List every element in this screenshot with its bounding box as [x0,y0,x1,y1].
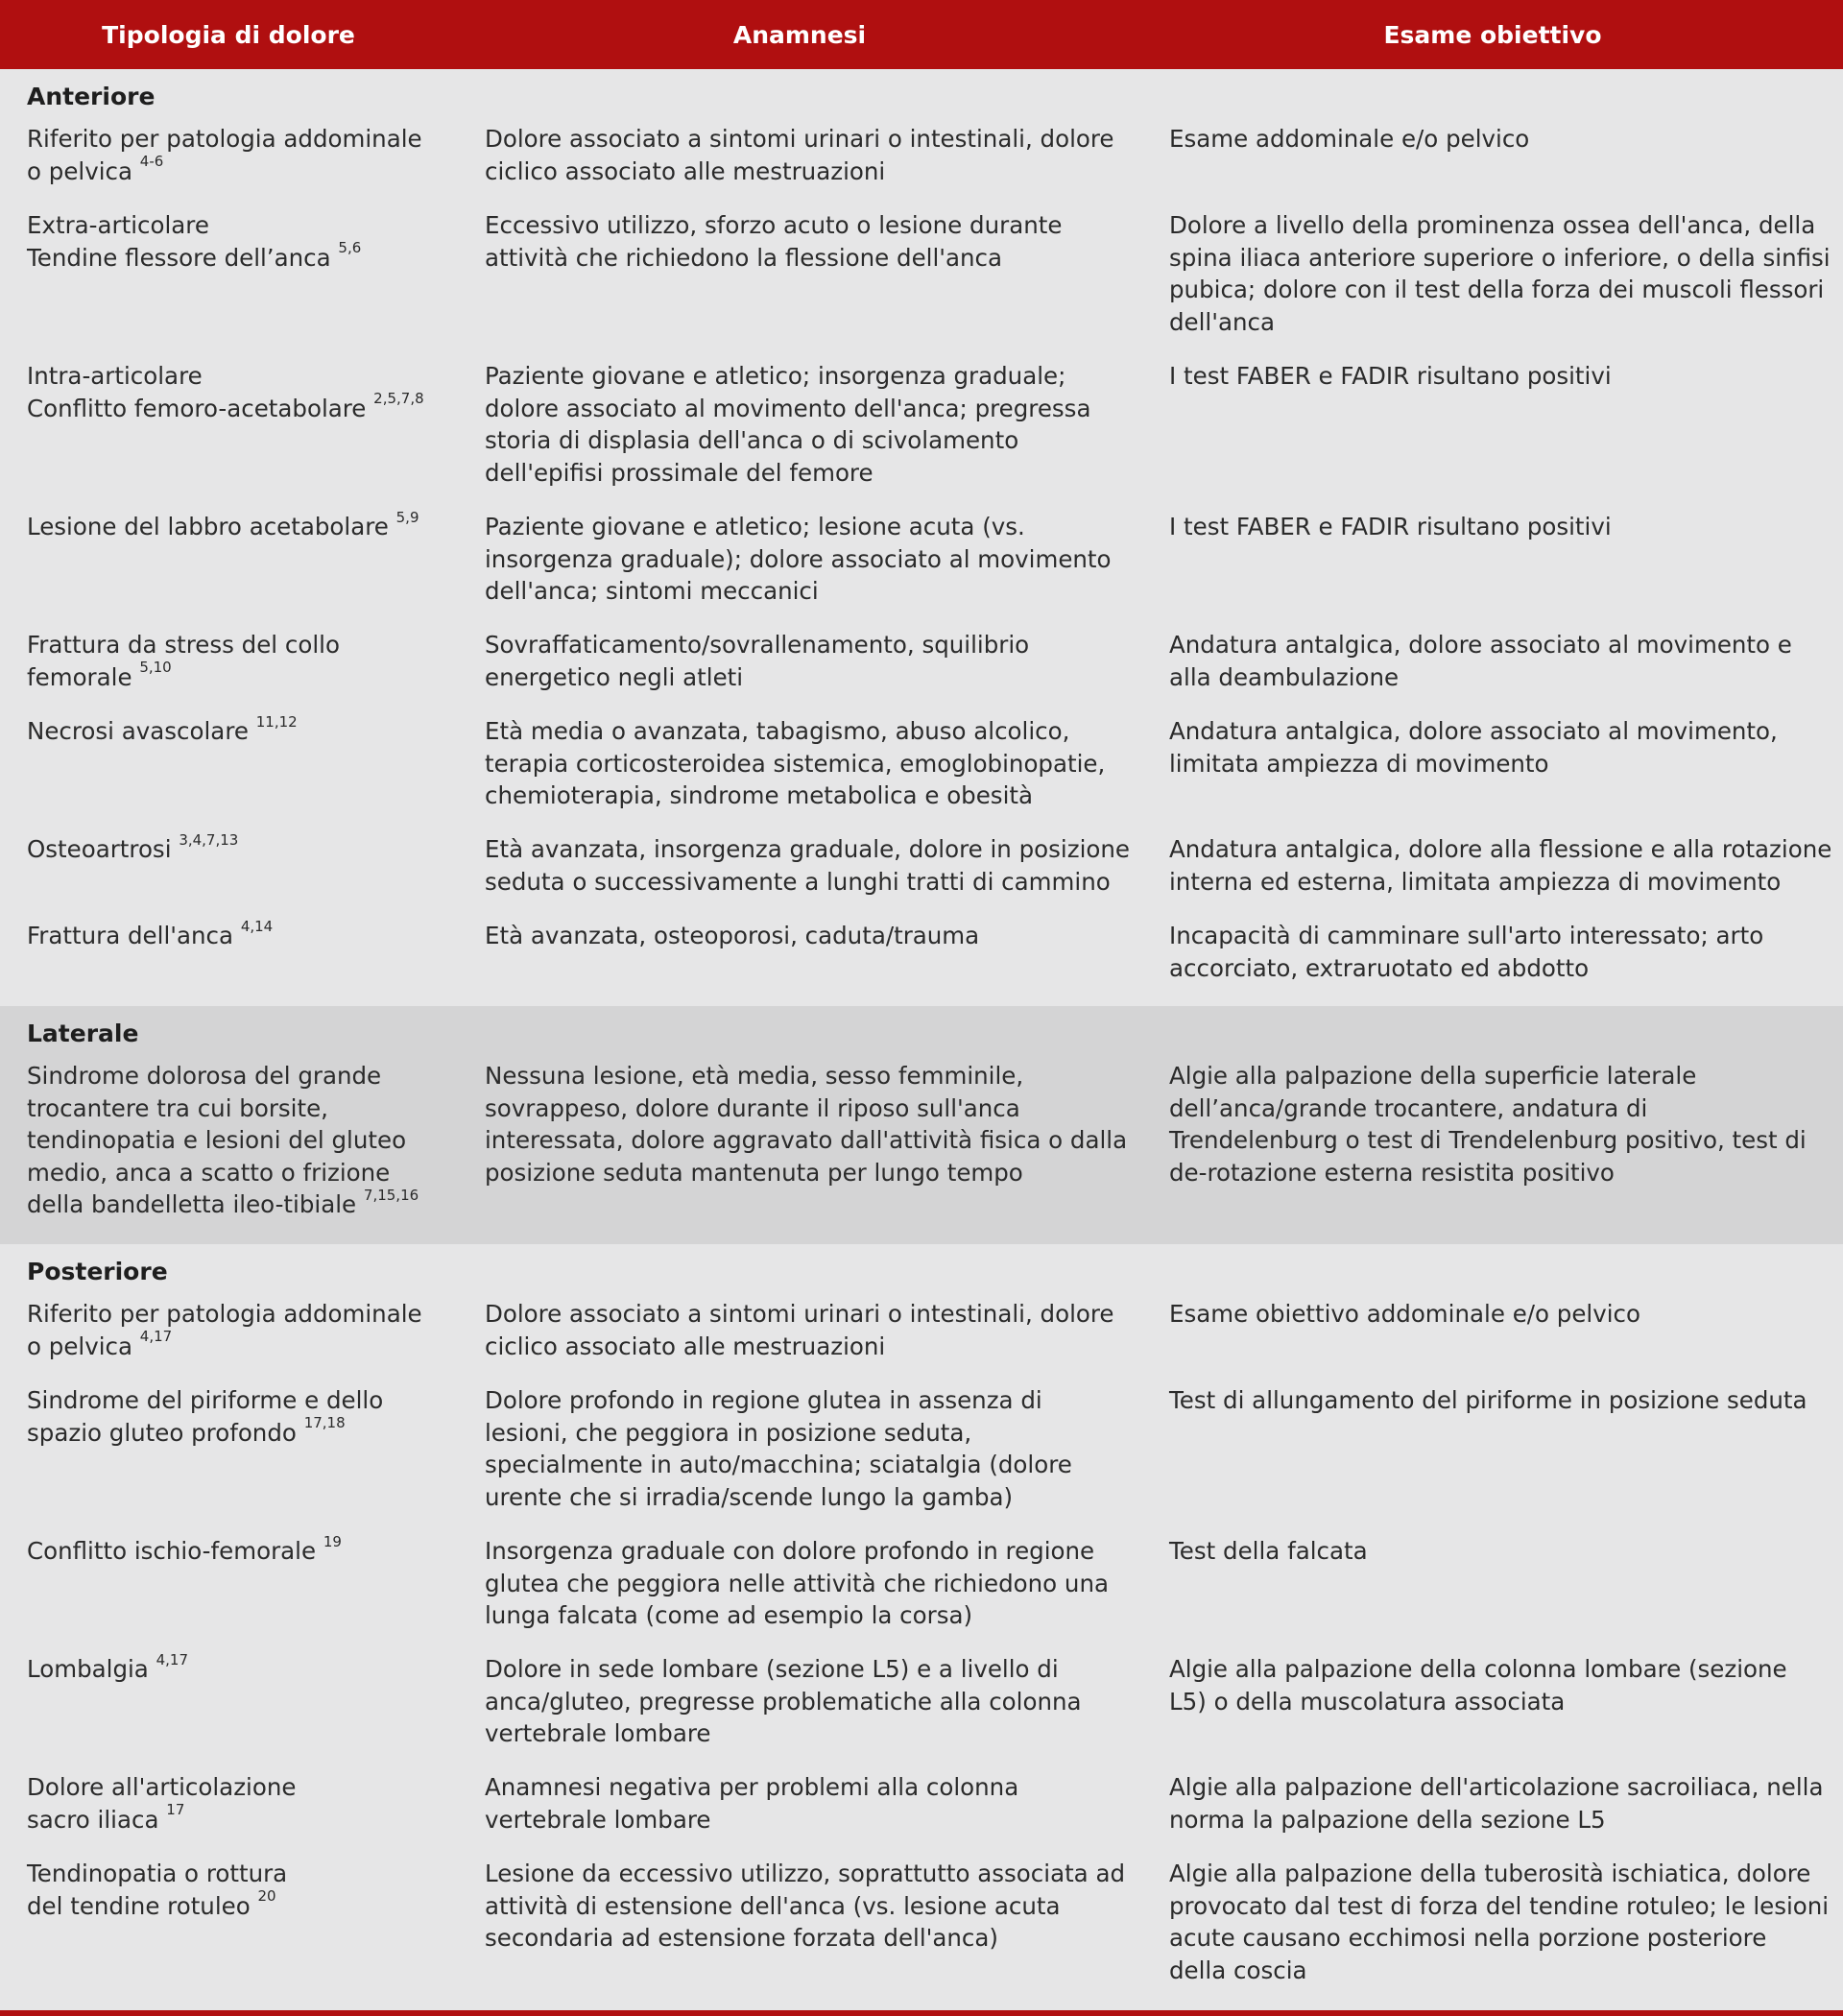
table-row [0,917,1843,1006]
cell-anamnesi: Eccessivo utilizzo, sforzo acuto o lesione durante attività che richiedono la flessione dell'anca [485,211,1063,272]
section-title: Posteriore [27,1257,168,1285]
reference-sup: 3,4,7,13 [179,830,239,849]
section-laterale [0,1006,1843,1244]
cell-tipologia: Riferito per patologia addominale o pelvica $^{4-6}$ [27,125,422,185]
cell-esame: Algie alla palpazione della tuberosità ischiatica, dolore provocato dal test di forza del tendine rotuleo; le lesioni acute causano ecchimosi nella porzione posteriore della coscia [1169,1860,1830,1984]
cell-tipologia: Intra-articolare Conflitto femoro-acetabolare $^{2,5,7,8}$ [27,362,424,422]
table-row [0,1858,1843,2002]
reference-sup: 17,18 [303,1414,346,1432]
bottom-rule [0,2010,1843,2016]
reference-sup: 7,15,16 [363,1186,419,1204]
cell-esame: Test di allungamento del piriforme in posizione seduta [1169,1386,1807,1414]
cell-tipologia: Lesione del labbro acetabolare $^{5,9}$ [27,508,419,540]
cell-esame: Algie alla palpazione della superficie laterale dell’anca/grande trocantere, andatura di Trendelenburg o test di Trendelenburg positivo, test di de-rotazione esterna resistita positivo [1169,1062,1807,1187]
table-row [0,712,1843,833]
cell-esame: Andatura antalgica, dolore associato al movimento e alla deambulazione [1169,631,1792,691]
cell-esame: I test FABER e FADIR risultano positivi [1169,513,1612,540]
cell-tipologia: Necrosi avascolare $^{11,12}$ [27,712,298,745]
cell-anamnesi: Nessuna lesione, età media, sesso femminile, sovrappeso, dolore durante il riposo sull'anca interessata, dolore aggravato dall'attività fisica o dalla posizione seduta mantenuta per lungo tempo [485,1062,1128,1187]
table-row [0,508,1843,629]
header-anamnesi: Anamnesi [732,20,867,49]
section-posteriore [0,1244,1843,2002]
cell-tipologia: Extra-articolare Tendine flessore dell’anca $^{5,6}$ [27,211,362,272]
cell-tipologia: Riferito per patologia addominale o pelvica $^{4,17}$ [27,1300,422,1360]
table-row [0,830,1843,920]
table-row [0,123,1843,209]
cell-esame: I test FABER e FADIR risultano positivi [1169,362,1612,390]
table-row [0,1771,1843,1858]
cell-esame: Andatura antalgica, dolore associato al movimento, limitata ampiezza di movimento [1169,717,1778,778]
reference-sup: 20 [257,1887,276,1906]
reference-sup: 17 [166,1801,185,1819]
reference-sup: 4,17 [139,1328,173,1346]
cell-anamnesi: Dolore associato a sintomi urinari o intestinali, dolore ciclico associato alle mestruazioni [485,1300,1114,1360]
cell-tipologia: Osteoartrosi $^{3,4,7,13}$ [27,830,239,863]
section-anteriore [0,69,1843,1006]
reference-sup: 11,12 [255,712,298,731]
section-title: Anteriore [27,82,156,110]
header-tipologia: Tipologia di dolore [102,20,355,49]
reference-sup: 4,14 [240,917,274,935]
cell-anamnesi: Dolore profondo in regione glutea in assenza di lesioni, che peggiora in posizione seduta, specialmente in auto/macchina; sciatalgia (dolore urente che si irradia/scende lungo la gamba) [485,1386,1072,1511]
table-row [0,1384,1843,1535]
cell-tipologia: Dolore all'articolazione sacro iliaca $^{17}$ [27,1773,297,1834]
cell-tipologia: Frattura dell'anca $^{4,14}$ [27,917,274,949]
cell-esame: Dolore a livello della prominenza ossea dell'anca, della spina iliaca anteriore superiore o inferiore, o della sinfisi pubica; dolore con il test della forza dei muscoli flessori dell'anca [1169,211,1831,336]
reference-sup: 5,6 [338,239,362,257]
cell-tipologia: Sindrome del piriforme e dello spazio gluteo profondo $^{17,18}$ [27,1386,384,1447]
reference-sup: 2,5,7,8 [373,390,424,408]
table-row [0,1650,1843,1771]
table-row [0,360,1843,511]
cell-esame: Andatura antalgica, dolore alla flessione e alla rotazione interna ed esterna, limitata ampiezza di movimento [1169,835,1832,896]
table-header [0,0,1843,69]
reference-sup: 4-6 [139,153,164,171]
table-row [0,629,1843,715]
cell-esame: Algie alla palpazione dell'articolazione sacroiliaca, nella norma la palpazione della sezione L5 [1169,1773,1824,1834]
cell-tipologia: Lombalgia $^{4,17}$ [27,1650,189,1683]
reference-sup: 5,9 [395,508,419,526]
cell-anamnesi: Età media o avanzata, tabagismo, abuso alcolico, terapia corticosteroidea sistemica, emoglobinopatie, chemioterapia, sindrome metabolica e obesità [485,717,1106,809]
cell-esame: Esame addominale e/o pelvico [1169,125,1530,153]
reference-sup: 5,10 [139,659,172,677]
cell-anamnesi: Età avanzata, insorgenza graduale, dolore in posizione seduta o successivamente a lunghi tratti di cammino [485,835,1130,896]
cell-anamnesi: Sovraffaticamento/sovrallenamento, squilibrio energetico negli atleti [485,631,1030,691]
section-title: Laterale [27,1019,139,1047]
cell-anamnesi: Insorgenza graduale con dolore profondo in regione glutea che peggiora nelle attività che richiedono una lunga falcata (come ad esempio la corsa) [485,1537,1109,1629]
table-row [0,1060,1843,1244]
table-row [0,1298,1843,1384]
cell-anamnesi: Dolore associato a sintomi urinari o intestinali, dolore ciclico associato alle mestruazioni [485,125,1114,185]
header-esame: Esame obiettivo [1383,20,1602,49]
cell-anamnesi: Età avanzata, osteoporosi, caduta/trauma [485,922,980,949]
cell-anamnesi: Lesione da eccessivo utilizzo, soprattutto associata ad attività di estensione dell'anca (vs. lesione acuta secondaria ad estensione forzata dell'anca) [485,1860,1126,1952]
cell-anamnesi: Dolore in sede lombare (sezione L5) e a livello di anca/gluteo, pregresse problematiche alla colonna vertebrale lombare [485,1655,1082,1747]
cell-esame: Test della falcata [1169,1537,1368,1565]
cell-tipologia: Conflitto ischio-femorale $^{19}$ [27,1532,342,1565]
cell-anamnesi: Paziente giovane e atletico; insorgenza graduale; dolore associato al movimento dell'anca; pregressa storia di displasia dell'anca o di scivolamento dell'epifisi prossimale del femore [485,362,1091,487]
table-row [0,209,1843,360]
cell-anamnesi: Paziente giovane e atletico; lesione acuta (vs. insorgenza graduale); dolore associato al movimento dell'anca; sintomi meccanici [485,513,1112,605]
cell-esame: Algie alla palpazione della colonna lombare (sezione L5) o della muscolatura associata [1169,1655,1787,1716]
table-row [0,1532,1843,1653]
reference-sup: 4,17 [156,1650,189,1668]
cell-tipologia: Frattura da stress del collo femorale $^{5,10}$ [27,631,340,691]
reference-sup: 19 [323,1532,342,1550]
cell-anamnesi: Anamnesi negativa per problemi alla colonna vertebrale lombare [485,1773,1019,1834]
cell-esame: Esame obiettivo addominale e/o pelvico [1169,1300,1640,1328]
cell-esame: Incapacità di camminare sull'arto interessato; arto accorciato, extraruotato ed abdotto [1169,922,1764,982]
cell-tipologia: Tendinopatia o rottura del tendine rotuleo $^{20}$ [27,1860,288,1920]
cell-tipologia: Sindrome dolorosa del grande trocantere tra cui borsite, tendinopatia e lesioni del gluteo medio, anca a scatto o frizione della bandelletta ileo-tibiale $^{7,15,16}$ [27,1062,419,1218]
